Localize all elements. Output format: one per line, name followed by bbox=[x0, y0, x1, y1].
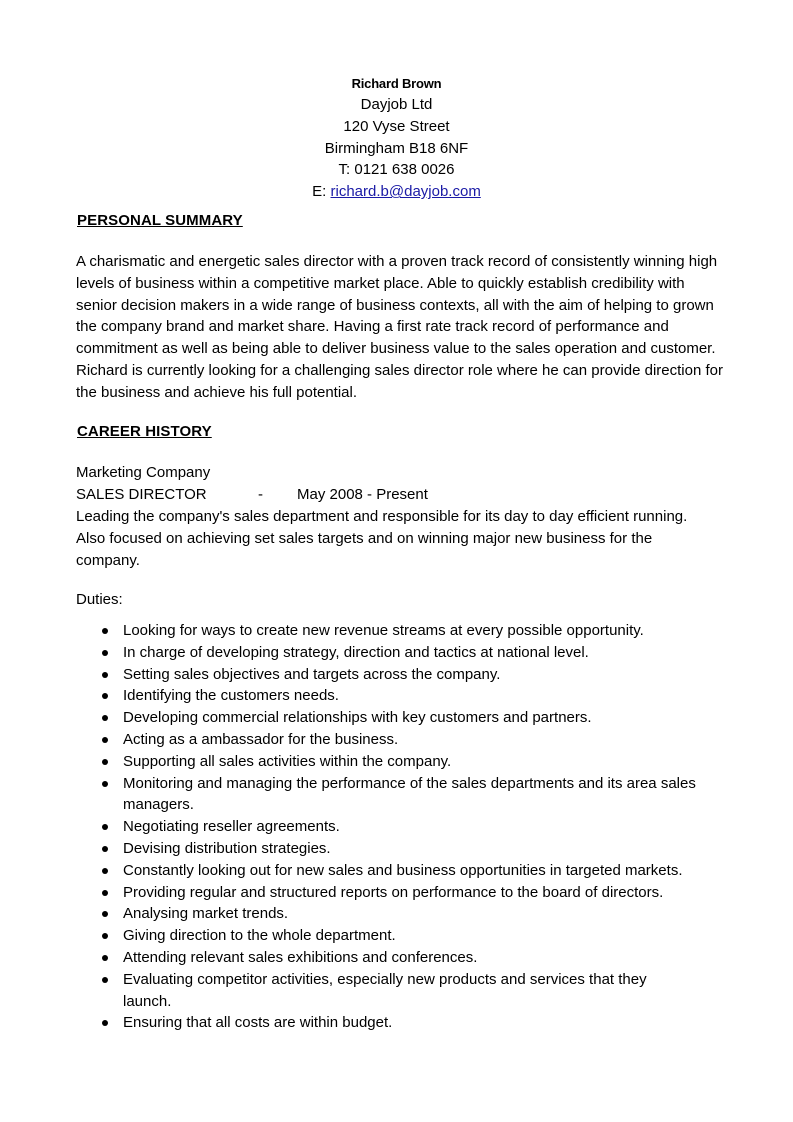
bullet-icon bbox=[102, 693, 108, 699]
duties-label: Duties: bbox=[76, 591, 123, 608]
bullet-icon bbox=[102, 781, 108, 787]
career-history-heading: CAREER HISTORY bbox=[77, 423, 212, 440]
personal-summary-heading: PERSONAL SUMMARY bbox=[77, 212, 243, 229]
duty-item: Acting as a ambassador for the business. bbox=[76, 729, 736, 751]
bullet-icon bbox=[102, 1020, 108, 1026]
personal-summary-text: A charismatic and energetic sales director with a proven track record of consistently winning high levels of business within a competitive market place. Able to quickly establish credibility with senior decision makers in a wide range of business contexts, all with the aim of helping to grown the company brand and market share. Having a first rate track record of performance and commitment as well as being able to deliver business value to the sales operation and customer. Richard is currently looking for a challenging sales director role where he can provide direction for the business and achieve his full potential. bbox=[76, 253, 723, 401]
duty-item: Devising distribution strategies. bbox=[76, 838, 736, 860]
duty-item: Developing commercial relationships with key customers and partners. bbox=[76, 707, 736, 729]
bullet-icon bbox=[102, 955, 108, 961]
bullet-icon bbox=[102, 737, 108, 743]
job-description: Leading the company's sales department and responsible for its day to day efficient running. Also focused on achieving set sales targets and on winning major new business for the company. bbox=[76, 508, 688, 569]
bullet-icon bbox=[102, 911, 108, 917]
email-link[interactable]: richard.b@dayjob.com bbox=[330, 183, 481, 201]
email-prefix: E: bbox=[312, 183, 331, 201]
duty-item: Analysing market trends. bbox=[76, 903, 736, 925]
job-title: SALES DIRECTOR bbox=[76, 486, 207, 503]
duty-item: Attending relevant sales exhibitions and conferences. bbox=[76, 947, 736, 969]
duty-item: Looking for ways to create new revenue streams at every possible opportunity. bbox=[76, 620, 736, 642]
duty-item: Evaluating competitor activities, especially new products and services that they launch. bbox=[76, 969, 736, 1013]
duty-item: Identifying the customers needs. bbox=[76, 685, 736, 707]
bullet-icon bbox=[102, 890, 108, 896]
bullet-icon bbox=[102, 715, 108, 721]
job-dates: May 2008 - Present bbox=[297, 486, 428, 503]
duty-item: Monitoring and managing the performance of the sales departments and its area sales managers. bbox=[76, 773, 736, 817]
bullet-icon bbox=[102, 759, 108, 765]
duty-item: Providing regular and structured reports on performance to the board of directors. bbox=[76, 882, 736, 904]
duty-item: Setting sales objectives and targets across the company. bbox=[76, 664, 736, 686]
bullet-icon bbox=[102, 868, 108, 874]
bullet-icon bbox=[102, 628, 108, 634]
phone-number: T: 0121 638 0026 bbox=[338, 161, 455, 179]
job-separator: - bbox=[258, 486, 263, 503]
duty-item: Giving direction to the whole department. bbox=[76, 925, 736, 947]
bullet-icon bbox=[102, 846, 108, 852]
candidate-name: Richard Brown bbox=[351, 76, 442, 91]
company-name: Dayjob Ltd bbox=[360, 96, 433, 113]
job-title-line bbox=[76, 484, 476, 506]
bullet-icon bbox=[102, 933, 108, 939]
bullet-icon bbox=[102, 824, 108, 830]
duties-list bbox=[76, 620, 736, 1034]
duty-item: In charge of developing strategy, direction and tactics at national level. bbox=[76, 642, 736, 664]
city-postcode: Birmingham B18 6NF bbox=[324, 139, 469, 157]
duty-item: Supporting all sales activities within the company. bbox=[76, 751, 736, 773]
contact-header bbox=[0, 74, 793, 203]
duty-item: Constantly looking out for new sales and business opportunities in targeted markets. bbox=[76, 860, 736, 882]
street-address: 120 Vyse Street bbox=[343, 117, 450, 135]
duty-item: Ensuring that all costs are within budget. bbox=[76, 1012, 736, 1034]
duty-item: Negotiating reseller agreements. bbox=[76, 816, 736, 838]
email-line bbox=[0, 181, 793, 203]
bullet-icon bbox=[102, 977, 108, 983]
bullet-icon bbox=[102, 672, 108, 678]
employer-name: Marketing Company bbox=[76, 464, 211, 481]
bullet-icon bbox=[102, 650, 108, 656]
